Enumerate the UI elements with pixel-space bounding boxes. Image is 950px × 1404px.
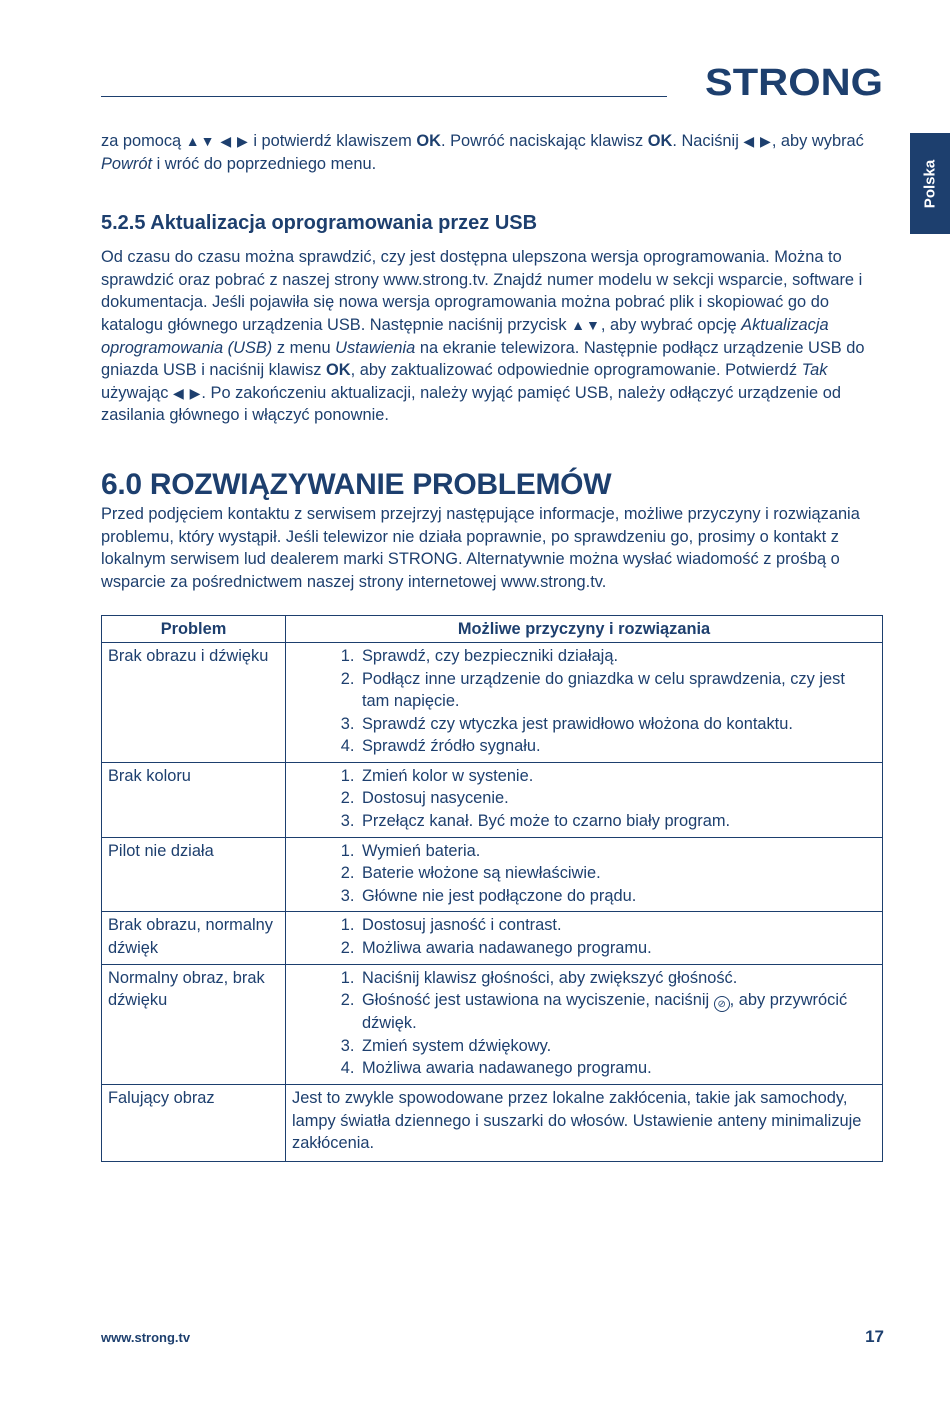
header-rule [101, 96, 667, 97]
language-tab [910, 133, 950, 234]
solutions-cell [286, 912, 883, 964]
header-problem: Problem [102, 616, 286, 643]
solutions-cell [286, 762, 883, 837]
solutions-cell: Jest to zwykle spowodowane przez lokalne zakłócenia, takie jak samochody, lampy światła dziennego i suszarki do włosów. Ustawienie anteny minimalizuje zakłócenia. [286, 1085, 883, 1162]
list-item: 2. Dostosuj nasycenie. [359, 787, 876, 810]
list-item: 3. Przełącz kanał. Być może to czarno biały program. [359, 810, 876, 833]
solutions-list [292, 765, 876, 833]
list-item: 2. Baterie włożone są niewłaściwie. [359, 862, 876, 885]
table-row [102, 964, 883, 1084]
table-row [102, 1085, 883, 1162]
page-number: 17 [865, 1327, 884, 1346]
page-content [101, 130, 883, 1162]
problem-cell: Brak obrazu, normalny dźwięk [102, 912, 286, 964]
problem-cell: Falujący obraz [102, 1085, 286, 1162]
svg-text:STRONG: STRONG [705, 62, 883, 102]
intro-paragraph: za pomocą ▲▼ ◀ ▶ i potwierdź klawiszem OK. Powróć naciskając klawisz OK. Naciśnij ◀ ▶, aby wybrać Powrót i wróć do poprzedniego menu. [101, 132, 864, 173]
solutions-cell [286, 642, 883, 762]
language-label: Polska [921, 159, 939, 208]
section-heading-60: 6.0 ROZWIĄZYWANIE PROBLEMÓW [101, 467, 612, 501]
table-row [102, 762, 883, 837]
section-60-paragraph: Przed podjęciem kontaktu z serwisem przejrzyj następujące informacje, możliwe przyczyny i rozwiązania problemu, który wystąpił. Jeśli telewizor nie działa poprawnie, po sprawdzeniu go, prosimy o kontakt z lokalnym serwisem lud dealerem marki STRONG. Alternatywnie można wysłać wiadomość z prośbą o wsparcie za pośrednictwem naszej strony internetowej www.strong.tv. [101, 504, 860, 591]
problem-cell: Normalny obraz, brak dźwięku [102, 964, 286, 1084]
table-row [102, 912, 883, 964]
troubleshooting-table [101, 615, 883, 1161]
footer-url: www.strong.tv [101, 1330, 191, 1345]
solutions-list [292, 967, 876, 1080]
list-item: 1. Dostosuj jasność i contrast. [359, 914, 876, 937]
section-heading-525: 5.2.5 Aktualizacja oprogramowania przez USB [101, 212, 538, 235]
solutions-list [292, 840, 876, 908]
left-right-arrows-icon: ◀ ▶ [172, 384, 202, 401]
header-solutions: Możliwe przyczyny i rozwiązania [286, 616, 883, 643]
list-item: 2. Podłącz inne urządzenie do gniazdka w celu sprawdzenia, czy jest tam napięcie. [359, 668, 876, 713]
list-item: 2. Głośność jest ustawiona na wyciszenie, naciśnij ⊘ , aby przywrócić dźwięk. [359, 989, 876, 1035]
table-row [102, 837, 883, 912]
list-item: 2. Możliwa awaria nadawanego programu. [359, 937, 876, 960]
left-right-arrows-icon: ◀ ▶ [743, 133, 772, 149]
up-down-arrows-icon: ▲▼ [571, 316, 601, 333]
solutions-cell [286, 964, 883, 1084]
problem-cell: Brak obrazu i dźwięku [102, 642, 286, 762]
strong-logo [705, 62, 885, 102]
list-item: 3. Zmień system dźwiękowy. [359, 1035, 876, 1058]
arrow-keys-icon: ▲▼ ◀ ▶ [185, 133, 249, 149]
list-item: 4. Sprawdź źródło sygnału. [359, 735, 876, 758]
mute-icon: ⊘ [714, 996, 730, 1012]
list-item: 4. Możliwa awaria nadawanego programu. [359, 1057, 876, 1080]
problem-cell: Brak koloru [102, 762, 286, 837]
list-item: 1. Naciśnij klawisz głośności, aby zwiększyć głośność. [359, 967, 876, 990]
solutions-list [292, 645, 876, 758]
list-item: 1. Sprawdź, czy bezpieczniki działają. [359, 645, 876, 668]
list-item: 1. Wymień bateria. [359, 840, 876, 863]
solutions-cell [286, 837, 883, 912]
table-row [102, 642, 883, 762]
problem-cell: Pilot nie działa [102, 837, 286, 912]
table-header-row [102, 616, 883, 643]
section-525-paragraph: Od czasu do czasu można sprawdzić, czy jest dostępna ulepszona wersja oprogramowania. Można to sprawdzić oraz pobrać z naszej strony www.strong.tv. Znajdź numer modelu w sekcji wsparcie, software i dokumentacja. Jeśli pojawiła się nowa wersja oprogramowania można pobrać plik i skopiować go do katalogu głównego urządzenia USB. Następnie naciśnij przycisk ▲▼, aby wybrać opcję Aktualizacja oprogramowania (USB) z menu Ustawienia na ekranie telewizora. Następnie podłącz urządzenie USB do gniazda USB i naciśnij klawisz OK, aby zaktualizować odpowiednie oprogramowanie. Potwierdź Tak używając ◀ ▶. Po zakończeniu aktualizacji, należy wyjąć pamięć USB, należy odłączyć urządzenie od zasilania głównego i włączyć ponownie. [101, 248, 865, 425]
list-item: 3. Sprawdź czy wtyczka jest prawidłowo włożona do kontaktu. [359, 713, 876, 736]
list-item: 3. Główne nie jest podłączone do prądu. [359, 885, 876, 908]
solutions-list [292, 914, 876, 959]
list-item: 1. Zmień kolor w systenie. [359, 765, 876, 788]
